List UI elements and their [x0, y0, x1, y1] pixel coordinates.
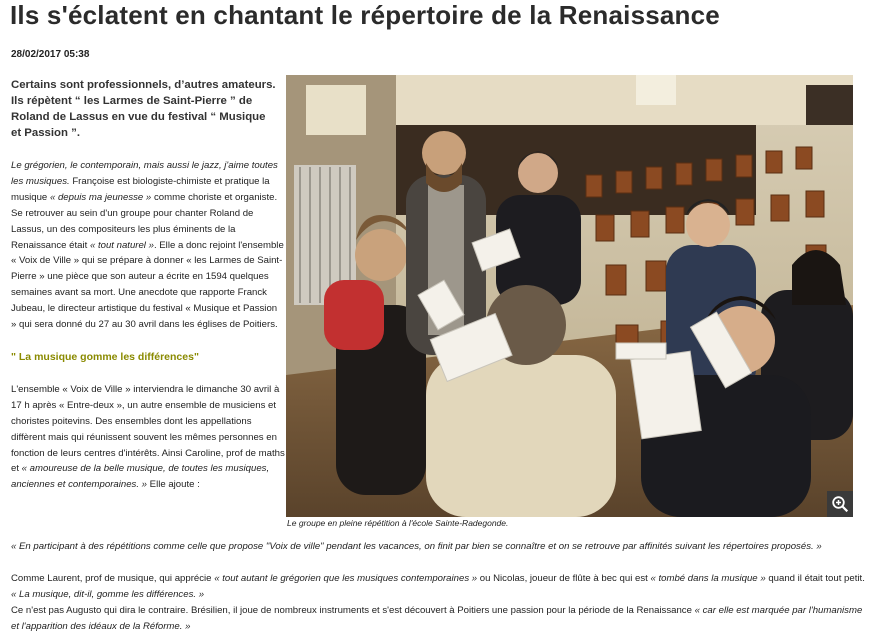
article-photo[interactable]	[286, 75, 853, 517]
article-lead: Certains sont professionnels, d’autres amateurs. Ils répètent “ les Larmes de Saint-Pierre ” de Roland de Lassus en vue du festival “ Musique et Passion ”.	[11, 79, 276, 139]
subheading: " La musique gomme les différences"	[11, 350, 199, 363]
quote: « tout autant le grégorien que les musiques contemporaines »	[214, 573, 478, 584]
quote: « tombé dans la musique »	[650, 573, 766, 584]
zoom-button[interactable]	[827, 491, 853, 517]
quote: « tout naturel »	[89, 239, 154, 251]
quote: « amoureuse de la belle musique, de toutes les musiques, anciennes et contemporaines. »	[11, 463, 270, 491]
paragraph-1: Le grégorien, le contemporain, mais aussi le jazz, j'aime toutes les musiques. Françoise est biologiste-chimiste et pratique la musique « depuis ma jeunesse » comme choriste et organiste. Se retrouver au sein d'un groupe pour chanter Roland de Lassus, un des compositeurs les plus éminents de la Renaissance était « tout naturel ». Elle a donc rejoint l'ensemble « Voix de Ville » qui se prépare à donner « les Larmes de Saint-Pierre » une pièce que son auteur a écrite en 1594 quelques semaines avant sa mort. Une anecdote que rapporte Franck Jubeau, le directeur artistique du festival « Musique et Passion » qui sera donné du 27 au 30 avril dans les églises de Poitiers.	[11, 160, 284, 331]
article-date: 28/02/2017 05:38	[11, 49, 90, 60]
paragraph-3	[11, 539, 871, 555]
rehearsal-photo-illustration	[286, 75, 853, 517]
zoom-in-icon	[831, 495, 849, 513]
paragraph-5: Ce n'est pas Augusto qui dira le contraire. Brésilien, il joue de nombreux instruments et s'est découvert à Poitiers une passion pour la période de la Renaissance « car elle est marquée par l'humanisme et l'apparition des idéaux de la Réforme. »	[11, 605, 863, 632]
quote: « car elle est marquée par l'humanisme et l'apparition des idéaux de la Réforme. »	[11, 605, 863, 632]
quote: « En participant à des répétitions comme celle que propose "Voix de ville" pendant les vacances, on finit par bien se connaître et on se retrouve par affinités suivant les répertoires proposés. »	[11, 541, 822, 552]
photo-caption: Le groupe en pleine répétition à l'école Sainte-Radegonde.	[287, 518, 509, 528]
paragraph-4: Comme Laurent, prof de musique, qui apprécie « tout autant le grégorien que les musiques contemporaines » ou Nicolas, joueur de flûte à bec qui est « tombé dans la musique » quand il était tout petit. « La musique, dit-il, gomme les différences. »	[11, 573, 865, 600]
quote: Le grégorien, le contemporain, mais aussi le jazz, j'aime toutes les musiques.	[11, 160, 278, 187]
article-title: Ils s'éclatent en chantant le répertoire de la Renaissance	[10, 0, 720, 30]
article-body-column	[11, 158, 285, 493]
quote: « depuis ma jeunesse »	[49, 191, 152, 203]
quote: « La musique, dit-il, gomme les différences. »	[11, 588, 205, 600]
paragraph-2: L'ensemble « Voix de Ville » interviendra le dimanche 30 avril à 17 h après « Entre-deux », un autre ensemble de musiciens et choristes poitevins. Des ensembles dont les appellations diffèrent mais qui réunissent souvent les mêmes personnes en fonction de leurs centres d'intérêts. Ainsi Caroline, prof de maths et « amoureuse de la belle musique, de toutes les musiques, anciennes et contemporaines. » Elle ajoute :	[11, 383, 285, 491]
